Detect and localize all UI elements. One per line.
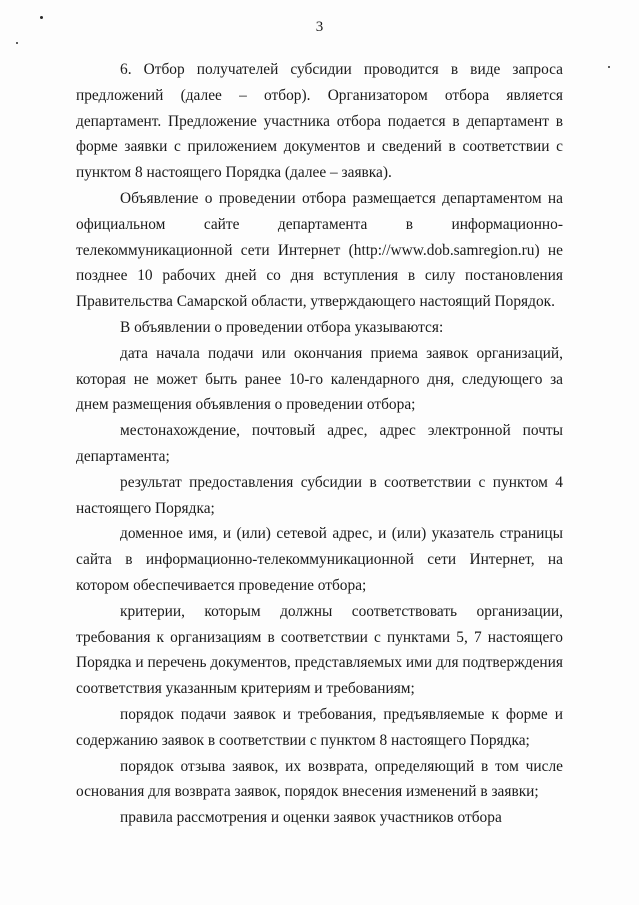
- paragraph-announcement: Объявление о проведении отбора размещается департаментом на официальном сайте департамента в информационно-телекоммуникационной сети Интернет (http://www.dob.samregion.ru) не позднее 10 рабочих дней со дня вступления в силу постановления Правительства Самарской области, утверждающего настоящий Порядок.: [76, 189, 563, 311]
- paragraph-withdrawal-order: порядок отзыва заявок, их возврата, определяющий в том числе основания для возврата заявок, порядок внесения изменений в заявки;: [76, 757, 563, 801]
- paragraph-location: местонахождение, почтовый адрес, адрес электронной почты департамента;: [76, 422, 563, 465]
- paragraph-6-selection: 6. Отбор получателей субсидии проводится в виде запроса предложений (далее – отбор). Организатором отбора является департамент. Предложение участника отбора подается в департамент в форме заявки с приложением документов и сведений в соответствии с пунктом 8 настоящего Порядка (далее – заявка).: [76, 61, 563, 182]
- paragraph-result: результат предоставления субсидии в соответствии с пунктом 4 настоящего Порядка;: [76, 473, 563, 517]
- paragraph-review-rules: правила рассмотрения и оценки заявок участников отбора: [120, 809, 502, 827]
- scan-speck: [608, 66, 610, 68]
- document-body: [76, 57, 563, 831]
- paragraph-submission-order: порядок подачи заявок и требования, предъявляемые к форме и содержанию заявок в соответствии с пунктом 8 настоящего Порядка;: [76, 705, 563, 749]
- scan-speck: [16, 42, 18, 44]
- page-number: 3: [315, 19, 324, 35]
- paragraph-domain: доменное имя, и (или) сетевой адрес, и (или) указатель страницы сайта в информационно-телекоммуникационной сети Интернет, на котором обеспечивается проведение отбора;: [76, 525, 563, 594]
- paragraph-announcement-contents: В объявлении о проведении отбора указываются:: [120, 318, 444, 336]
- paragraph-application-dates: дата начала подачи или окончания приема заявок организаций, которая не может быть ранее 10-го календарного дня, следующего за днем размещения объявления о проведении отбора;: [76, 344, 563, 414]
- paragraph-criteria: критерии, которым должны соответствовать организации, требования к организациям в соответствии с пунктами 5, 7 настоящего Порядка и перечень документов, представляемых ими для подтверждения соответствия указанным критериям и требованиям;: [76, 602, 563, 698]
- scan-speck: [40, 16, 43, 19]
